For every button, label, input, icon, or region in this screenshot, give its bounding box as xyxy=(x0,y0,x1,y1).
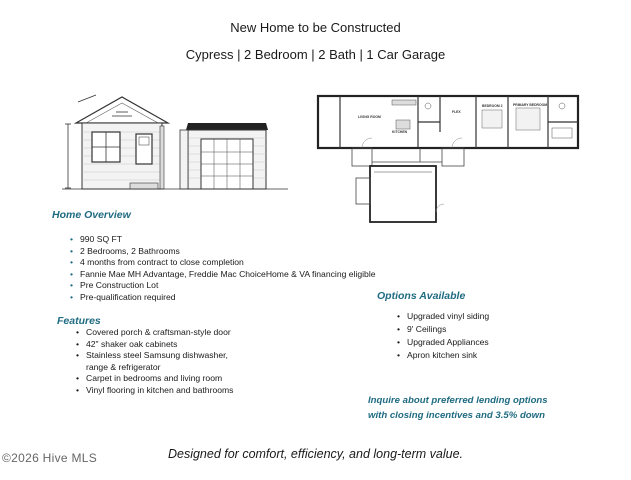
list-item: • Fannie Mae MH Advantage, Freddie Mac ChoiceHome & VA financing eligible xyxy=(70,269,410,281)
page-subtitle: Cypress | 2 Bedroom | 2 Bath | 1 Car Garage xyxy=(185,47,446,62)
list-item: • Stainless steel Samsung dishwasher, range & refrigerator xyxy=(76,350,248,373)
list-item: • Upgraded Appliances xyxy=(397,336,577,349)
floor-plan-drawing-icon xyxy=(312,92,584,228)
options-list xyxy=(397,310,577,362)
list-item: • Covered porch & craftsman-style door xyxy=(76,327,248,339)
features-heading: Features xyxy=(57,315,101,327)
inquire-line-1: Inquire about preferred lending options xyxy=(368,395,548,406)
home-overview-heading: Home Overview xyxy=(52,209,131,221)
options-heading: Options Available xyxy=(377,290,466,302)
list-item: • 9' Ceilings xyxy=(397,323,577,336)
room-label-flex: FLEX xyxy=(452,110,461,114)
list-item: • 2 Bedrooms, 2 Bathrooms xyxy=(70,246,410,258)
inquire-line-2: with closing incentives and 3.5% down xyxy=(368,410,545,421)
list-item: • Vinyl flooring in kitchen and bathrooms xyxy=(76,385,248,397)
list-item: • Pre Construction Lot xyxy=(70,280,410,292)
list-item: • Pre-qualification required xyxy=(70,292,410,304)
home-overview-list xyxy=(70,234,410,304)
tagline: Designed for comfort, efficiency, and long-term value. xyxy=(167,447,464,461)
room-label-kitchen: KITCHEN xyxy=(392,130,408,134)
list-item: • Upgraded vinyl siding xyxy=(397,310,577,323)
list-item: • Carpet in bedrooms and living room xyxy=(76,373,248,385)
watermark: ©2026 Hive MLS xyxy=(2,451,98,465)
room-label-living: LIVING ROOM xyxy=(358,115,381,119)
list-item: • 42" shaker oak cabinets xyxy=(76,339,248,351)
list-item: • Apron kitchen sink xyxy=(397,349,577,362)
room-label-primary: PRIMARY BEDROOM xyxy=(513,103,548,107)
features-list xyxy=(76,327,248,397)
list-item: • 990 SQ FT xyxy=(70,234,410,246)
page-title: New Home to be Constructed xyxy=(230,20,401,35)
room-label-bedroom2: BEDROOM 2 xyxy=(482,104,503,108)
list-item: • 4 months from contract to close completion xyxy=(70,257,410,269)
house-elevation-drawing-icon xyxy=(62,92,288,196)
